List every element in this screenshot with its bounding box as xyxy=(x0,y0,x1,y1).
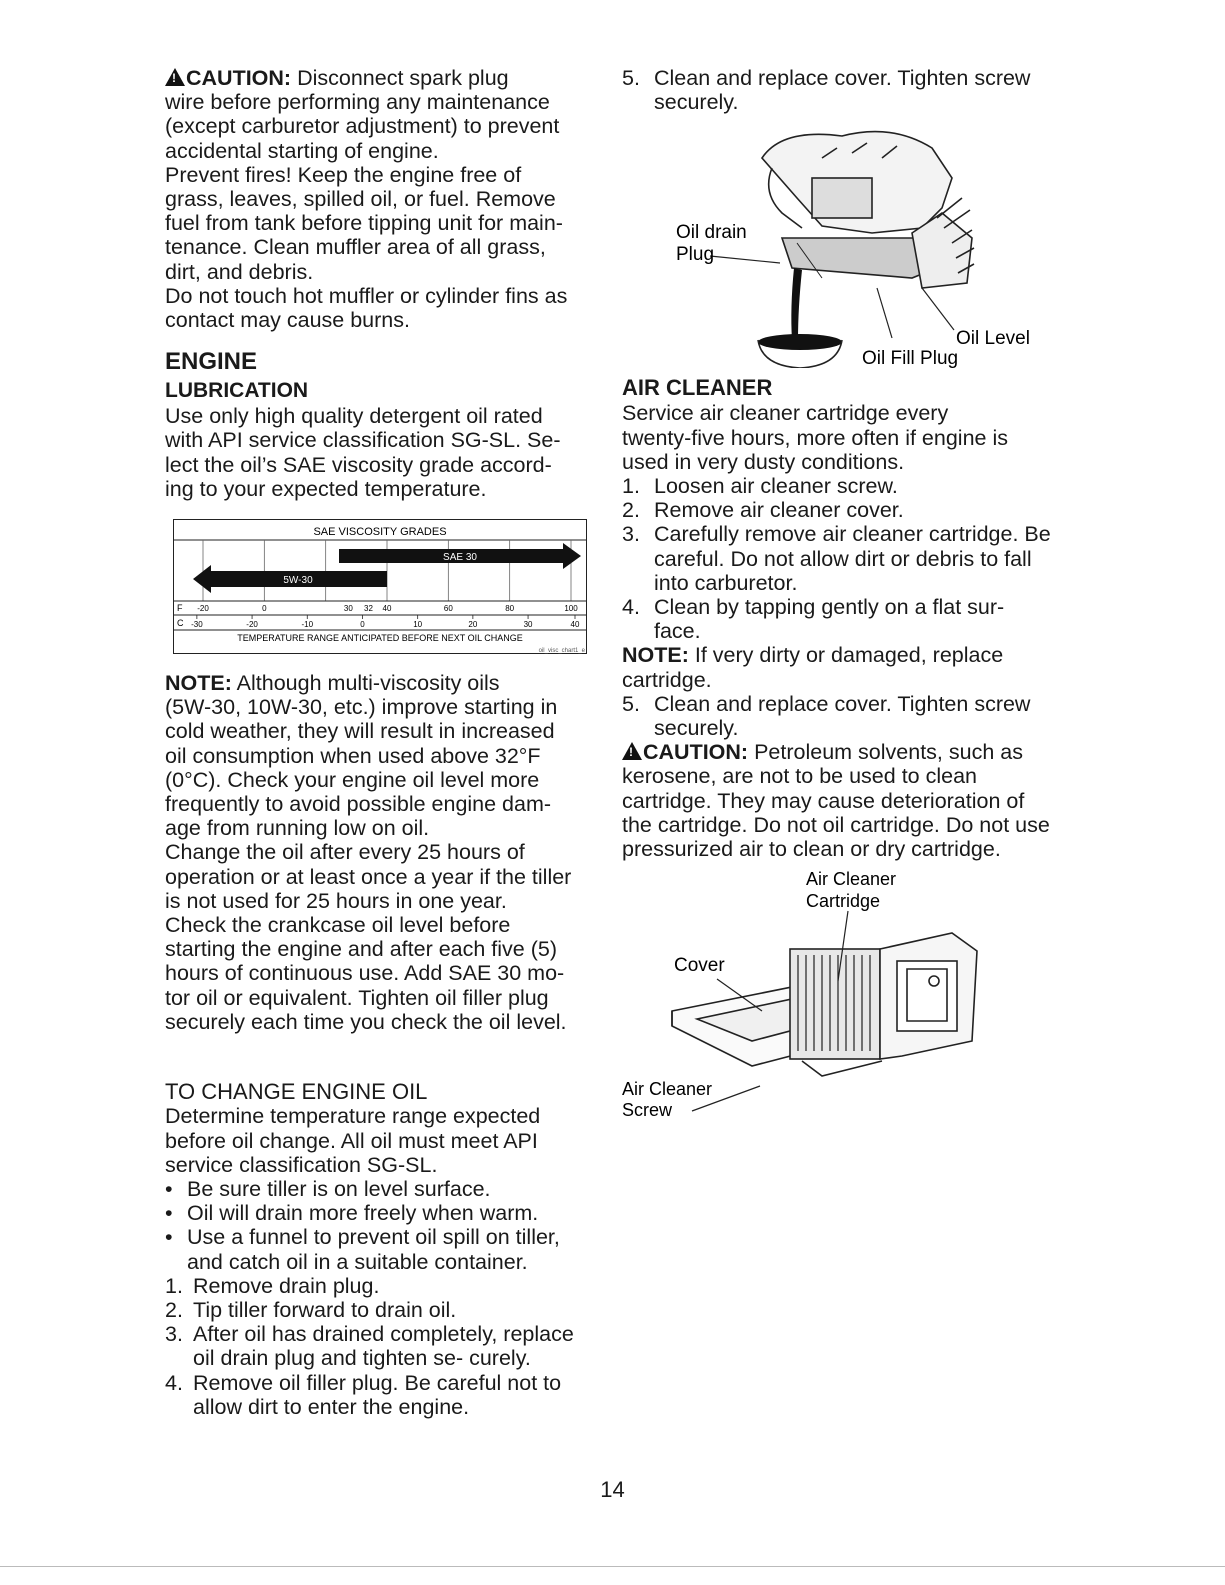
caution-line: tenance. Clean muffler area of all grass, xyxy=(165,235,546,260)
lubrication-line: with API service classification SG-SL. Se- xyxy=(165,428,561,453)
chart-code: oil_visc_chart1_e xyxy=(538,648,585,655)
air-cleaner-intro xyxy=(622,401,1052,474)
series-label-5w30: 5W-30 xyxy=(283,575,313,587)
cartridge-label-1: Air Cleaner xyxy=(806,869,897,890)
lubrication-text xyxy=(165,404,597,501)
step-item xyxy=(622,66,1052,114)
warning-triangle-icon xyxy=(165,68,185,86)
air-intro-line: twenty-five hours, more often if engine is xyxy=(622,425,1008,450)
lubrication-line: ing to your expected temperature. xyxy=(165,476,487,501)
note-line: age from running low on oil. xyxy=(165,816,430,841)
step-text: Clean by tapping gently on a flat sur- face. xyxy=(654,595,1005,644)
note-line: hours of continuous use. Add SAE 30 mo- xyxy=(165,961,565,986)
air-cleaner-step-5 xyxy=(622,692,1052,740)
step-text: Remove drain plug. xyxy=(193,1273,380,1298)
caution-line: wire before performing any maintenance xyxy=(165,90,550,115)
series-label-sae30: SAE 30 xyxy=(443,552,477,564)
screw-label-2: Screw xyxy=(622,1100,673,1121)
air-step-item xyxy=(622,522,1052,595)
step-number: 3. xyxy=(165,1322,183,1347)
air-cleaner-figure xyxy=(622,861,1052,1126)
step-number: 2. xyxy=(622,498,640,523)
page-number: 14 xyxy=(600,1477,625,1502)
step-number: 1. xyxy=(622,474,640,499)
caution-line: fuel from tank before tipping unit for main- xyxy=(165,211,563,236)
f-tick-label: -20 xyxy=(197,604,209,614)
step-text: Clean and replace cover. Tighten screw securely. xyxy=(654,66,1031,115)
bullet-list xyxy=(165,1177,597,1274)
caution-label: CAUTION: xyxy=(643,740,749,765)
note-line: oil consumption when used above 32°F xyxy=(165,743,541,768)
bullet-icon: • xyxy=(165,1176,173,1201)
oil-stream xyxy=(791,268,802,340)
cartridge-label-2: Cartridge xyxy=(806,891,881,912)
bullet-item xyxy=(165,1225,597,1273)
f-tick-label: 0 xyxy=(262,604,267,614)
note-text: If very dirty or damaged, replace cartridge. xyxy=(622,643,1004,692)
note-line: (0°C). Check your engine oil level more xyxy=(165,767,540,792)
oil-drain-figure xyxy=(622,118,1052,368)
caution-label: CAUTION: xyxy=(186,66,292,90)
air-step-item xyxy=(622,474,1052,498)
f-tick-label: 40 xyxy=(382,604,392,614)
cover-label: Cover xyxy=(674,955,725,977)
change-intro-line: service classification SG-SL. xyxy=(165,1152,438,1177)
caution-line: grass, leaves, spilled oil, or fuel. Remove xyxy=(165,187,556,212)
air-intro-line: Service air cleaner cartridge every xyxy=(622,401,949,426)
note-line: (5W-30, 10W-30, etc.) improve starting in xyxy=(165,695,558,720)
step-text: Loosen air cleaner screw. xyxy=(654,474,898,499)
f-axis-label: F xyxy=(177,603,183,614)
caution-line: (except carburetor adjustment) to prevent xyxy=(165,114,560,139)
lubrication-line: lect the oil’s SAE viscosity grade accord- xyxy=(165,452,552,477)
air-cleaner-steps xyxy=(622,474,1052,643)
bullet-item xyxy=(165,1201,597,1225)
note-line: is not used for 25 hours in one year. xyxy=(165,888,507,913)
c-tick-label: -30 xyxy=(191,620,203,630)
change-oil-heading: TO CHANGE ENGINE OIL xyxy=(165,1079,428,1105)
caution-text: Petroleum solvents, such as kerosene, are not to be used to clean cartridge. They may cause deterioration of the cartridge. Do not oil cartridge. Do not use pressurized air to clean or dry cartridge. xyxy=(622,740,1050,862)
chart-xlabel: TEMPERATURE RANGE ANTICIPATED BEFORE NEXT OIL CHANGE xyxy=(237,633,523,644)
note-line: Check the crankcase oil level before xyxy=(165,913,511,938)
f-tick-label: 80 xyxy=(505,604,515,614)
step-item xyxy=(165,1274,597,1298)
caution-paragraph xyxy=(165,66,597,90)
step-text: Carefully remove air cleaner cartridge. Be careful. Do not allow dirt or debris to fall into carburetor. xyxy=(654,522,1051,595)
step-item xyxy=(165,1322,597,1370)
screw-label-1: Air Cleaner xyxy=(622,1079,713,1100)
caution-line: contact may cause burns. xyxy=(165,308,410,333)
c-tick-label: 30 xyxy=(523,620,533,630)
oil-level-label: Oil Level xyxy=(956,328,1030,350)
drain-pan xyxy=(758,334,842,368)
step-number: 4. xyxy=(165,1370,183,1395)
step-number: 1. xyxy=(165,1273,183,1298)
caution-line: Prevent fires! Keep the engine free of xyxy=(165,162,522,187)
bullet-text: Use a funnel to prevent oil spill on tiller, and catch oil in a suitable container. xyxy=(187,1225,560,1274)
step-item xyxy=(165,1371,597,1419)
c-tick-label: 10 xyxy=(413,620,423,630)
f-tick-label: 60 xyxy=(443,604,453,614)
caution-line: accidental starting of engine. xyxy=(165,138,439,163)
f-tick-label: 100 xyxy=(564,604,578,614)
engine-illustration xyxy=(762,132,974,288)
note-line: frequently to avoid possible engine dam- xyxy=(165,792,552,817)
c-tick-label: 0 xyxy=(360,620,365,630)
bullet-text: Oil will drain more freely when warm. xyxy=(187,1201,539,1226)
c-tick-label: -20 xyxy=(246,620,258,630)
left-column xyxy=(165,66,597,1419)
note-paragraph xyxy=(165,671,597,1034)
engine-heading: ENGINE xyxy=(165,348,258,376)
lubrication-heading: LUBRICATION xyxy=(165,379,309,403)
c-axis-label: C xyxy=(177,618,184,629)
air-intro-line: used in very dusty conditions. xyxy=(622,449,905,474)
change-intro-line: before oil change. All oil must meet API xyxy=(165,1128,538,1153)
caution-line: Do not touch hot muffler or cylinder fins as xyxy=(165,283,568,308)
note-line xyxy=(165,671,597,695)
step-number: 4. xyxy=(622,595,640,620)
bullet-text: Be sure tiller is on level surface. xyxy=(187,1176,491,1201)
bullet-icon: • xyxy=(165,1201,173,1226)
note-label: NOTE: xyxy=(622,643,689,668)
note-line: cold weather, they will result in increased xyxy=(165,719,555,744)
note-line: tor oil or equivalent. Tighten oil filler plug xyxy=(165,985,549,1010)
caution-text: Disconnect spark plug xyxy=(291,66,509,90)
step-number: 5. xyxy=(622,691,640,716)
air-note xyxy=(622,643,1052,691)
step-text: Clean and replace cover. Tighten screw securely. xyxy=(654,691,1031,741)
step-text: Remove air cleaner cover. xyxy=(654,498,904,523)
step-list xyxy=(165,1274,597,1419)
caution-rest xyxy=(165,90,597,332)
note-text: Although multi-viscosity oils xyxy=(231,671,500,696)
c-tick-label: -10 xyxy=(301,620,314,630)
c-tick-label: 40 xyxy=(570,620,580,630)
right-column xyxy=(622,66,1052,1131)
viscosity-chart xyxy=(173,519,587,654)
step-number: 2. xyxy=(165,1297,183,1322)
plug-label: Plug xyxy=(676,244,715,266)
oil-fill-plug-label: Oil Fill Plug xyxy=(862,348,959,369)
air-step-item xyxy=(622,498,1052,522)
c-tick-label: 20 xyxy=(468,620,478,630)
bullet-icon: • xyxy=(165,1225,173,1250)
air-step-item xyxy=(622,595,1052,643)
note-line: Change the oil after every 25 hours of xyxy=(165,840,525,865)
note-label: NOTE: xyxy=(165,671,232,696)
air-caution xyxy=(622,740,1052,861)
refill-step xyxy=(622,66,1052,114)
lubrication-line: Use only high quality detergent oil rated xyxy=(165,404,543,429)
note-line: securely each time you check the oil level. xyxy=(165,1009,567,1034)
step-text: After oil has drained completely, replace oil drain plug and tighten se- curely. xyxy=(193,1322,574,1371)
step-text: Remove oil filler plug. Be careful not to allow dirt to enter the engine. xyxy=(193,1370,562,1419)
caution-line: dirt, and debris. xyxy=(165,259,314,284)
step-item xyxy=(165,1298,597,1322)
note-line: operation or at least once a year if the tiller xyxy=(165,864,572,889)
f-tick-label: 30 xyxy=(343,604,353,614)
chart-title: SAE VISCOSITY GRADES xyxy=(313,526,447,539)
footer-rule xyxy=(0,1566,1225,1567)
air-step-item xyxy=(622,692,1052,740)
note-line: starting the engine and after each five (5) xyxy=(165,937,558,962)
oil-drain-label: Oil drain xyxy=(676,222,747,244)
change-oil-intro xyxy=(165,1104,597,1177)
warning-triangle-icon xyxy=(622,742,642,760)
f-tick-label: 32 xyxy=(364,604,373,614)
bullet-item xyxy=(165,1177,597,1201)
step-text: Tip tiller forward to drain oil. xyxy=(193,1297,457,1322)
air-cleaner-heading: AIR CLEANER xyxy=(622,375,773,401)
step-number: 5. xyxy=(622,66,640,90)
change-intro-line: Determine temperature range expected xyxy=(165,1104,541,1129)
step-number: 3. xyxy=(622,522,640,547)
